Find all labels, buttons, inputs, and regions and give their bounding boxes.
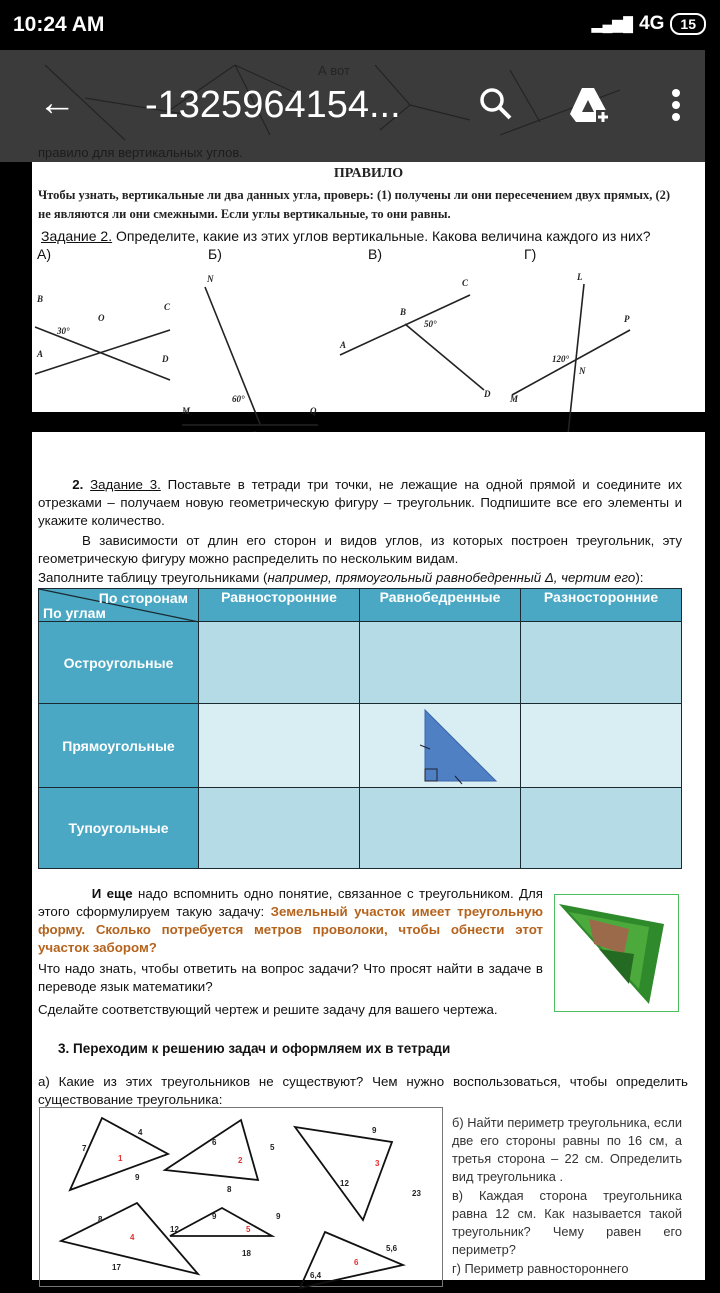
table-cell bbox=[360, 704, 521, 788]
triangle-number: 6 bbox=[354, 1258, 359, 1267]
app-toolbar bbox=[0, 50, 705, 162]
clock: 10:24 AM bbox=[13, 13, 105, 36]
task3-number: 2. bbox=[72, 477, 84, 492]
drive-add-icon[interactable] bbox=[568, 86, 612, 126]
column-header: Равносторонние bbox=[199, 589, 360, 622]
column-header: Равнобедренные bbox=[360, 589, 521, 622]
side-label: 9 bbox=[212, 1212, 217, 1221]
svg-text:N: N bbox=[207, 274, 214, 284]
option-a: А) bbox=[37, 246, 51, 262]
battery-level: 15 bbox=[680, 16, 696, 32]
triangle-classification-table bbox=[38, 588, 682, 869]
land-problem-paragraph bbox=[38, 885, 543, 957]
task-v: в) Каждая сторона треугольника равна 12 см. Как называется такой треугольник? Чему равен его периметр? bbox=[452, 1188, 682, 1257]
triangle-number: 3 bbox=[375, 1159, 380, 1168]
fill-example: например, прямоугольный равнобедренный Δ, чертим его bbox=[267, 570, 636, 585]
rule-text: Чтобы узнать, вертикальные ли два данных угла, проверь: (1) получены ли они пересечением двух прямых, (2) не являются ли они смежными. Если углы вертикальные, то они равны. bbox=[38, 188, 671, 221]
network-type: 4G bbox=[639, 13, 665, 34]
also-text: надо вспомнить одно понятие, связанное с треугольником. Для этого сформулируем такую задачу: bbox=[38, 886, 544, 919]
land-problem: Земельный участок имеет треугольную форму. Сколько потребуется метров проволоки, чтобы обнести этот участок забором? bbox=[38, 904, 543, 955]
option-b: Б) bbox=[208, 246, 222, 262]
also-bold: И еще bbox=[91, 886, 133, 901]
triangle-number: 4 bbox=[130, 1233, 135, 1242]
table-cell bbox=[360, 622, 521, 704]
svg-text:L: L bbox=[577, 272, 583, 282]
document-title: -1325964154... bbox=[145, 84, 401, 126]
classification-paragraph: В зависимости от длин его сторон и видов углов, из которых построен треугольник, эту геометрическую фигуру можно распределить по нескольким видам. bbox=[38, 533, 682, 566]
right-isosceles-triangle-example bbox=[390, 704, 490, 784]
svg-text:P: P bbox=[624, 314, 630, 324]
side-label: 23 bbox=[412, 1189, 421, 1198]
vertical-angles-figure bbox=[32, 262, 705, 416]
svg-text:B: B bbox=[37, 294, 44, 304]
row-header: Тупоугольные bbox=[39, 788, 199, 869]
task2-text bbox=[41, 228, 651, 244]
section-3-heading: 3. Переходим к решению задач и оформляем их в тетради bbox=[58, 1041, 451, 1056]
side-label: 12 bbox=[340, 1179, 349, 1188]
side-label: 18 bbox=[242, 1249, 251, 1258]
table-cell bbox=[521, 622, 682, 704]
table-cell bbox=[199, 622, 360, 704]
behind-text: А вот bbox=[318, 63, 350, 78]
svg-text:60°: 60° bbox=[232, 394, 245, 404]
task3-paragraph bbox=[38, 476, 682, 530]
side-label: 17 bbox=[112, 1263, 121, 1272]
rule-heading: ПРАВИЛО bbox=[333, 166, 404, 181]
fill-end: ): bbox=[635, 570, 644, 585]
side-label: 7 bbox=[82, 1144, 87, 1153]
svg-text:M: M bbox=[510, 394, 519, 404]
svg-text:A: A bbox=[340, 340, 347, 350]
back-button[interactable]: ← bbox=[38, 82, 76, 124]
task3-text: Поставьте в тетради три точки, не лежащие на одной прямой и соедините их отрезками – получаем новую геометрическую фигуру – треугольник. Подпишите все его элементы и укажите количество. bbox=[38, 477, 682, 528]
svg-text:A: A bbox=[37, 349, 44, 359]
option-v: В) bbox=[368, 246, 382, 262]
side-label: 4 bbox=[138, 1128, 143, 1137]
side-label: 8 bbox=[98, 1215, 103, 1224]
task3-label: Задание 3. bbox=[90, 477, 161, 492]
option-g: Г) bbox=[524, 246, 537, 262]
svg-text:C: C bbox=[164, 302, 171, 312]
signal-icon: ▂▄▆█ bbox=[591, 15, 634, 32]
column-header: Разносторонние bbox=[521, 589, 682, 622]
side-label: 12 bbox=[170, 1225, 179, 1234]
corner-by-sides: По сторонам bbox=[98, 590, 188, 606]
battery-icon bbox=[670, 13, 706, 35]
corner-header bbox=[39, 589, 199, 622]
svg-text:D: D bbox=[484, 389, 491, 399]
instruction-text: Сделайте соответствующий чертеж и решите задачу для вашего чертежа. bbox=[38, 1002, 498, 1017]
side-label: 5,6 bbox=[386, 1244, 398, 1253]
side-label: 6 bbox=[212, 1138, 217, 1147]
triangles-figure bbox=[39, 1107, 443, 1287]
svg-text:50°: 50° bbox=[424, 319, 437, 329]
document-page-1 bbox=[32, 162, 705, 416]
land-plot-image bbox=[554, 894, 679, 1012]
side-label: 9 bbox=[372, 1126, 377, 1135]
more-options-icon[interactable] bbox=[668, 88, 684, 124]
table-cell bbox=[360, 788, 521, 869]
table-cell bbox=[199, 704, 360, 788]
fill-table-instruction bbox=[38, 569, 688, 587]
svg-text:Q: Q bbox=[310, 406, 317, 416]
table-cell bbox=[521, 788, 682, 869]
task2-question: Определите, какие из этих углов вертикальные. Какова величина каждого из них? bbox=[112, 228, 651, 244]
svg-text:B: B bbox=[400, 307, 407, 317]
side-label: 9 bbox=[135, 1173, 140, 1182]
task-a: а) Какие из этих треугольников не существуют? Чем нужно воспользоваться, чтобы определить существование треугольника: bbox=[38, 1074, 688, 1107]
status-bar bbox=[0, 0, 720, 50]
svg-text:30°: 30° bbox=[57, 326, 70, 336]
row-header: Остроугольные bbox=[39, 622, 199, 704]
corner-by-angles: По углам bbox=[43, 605, 106, 621]
page-caption: правило для вертикальных углов. bbox=[38, 145, 243, 160]
svg-text:M: M bbox=[182, 406, 191, 416]
svg-text:120°: 120° bbox=[552, 354, 570, 364]
document-page-2 bbox=[32, 432, 705, 1280]
triangle-number: 2 bbox=[238, 1156, 243, 1165]
task-g: г) Периметр равностороннего bbox=[452, 1261, 629, 1276]
side-label: 6,4 bbox=[310, 1271, 322, 1280]
side-label: 9 bbox=[276, 1212, 281, 1221]
svg-text:N: N bbox=[579, 366, 586, 376]
question-text: Что надо знать, чтобы ответить на вопрос задачи? Что просят найти в задаче в переводе язык математики? bbox=[38, 961, 543, 994]
side-label: 5 bbox=[270, 1143, 275, 1152]
svg-text:C: C bbox=[462, 278, 469, 288]
row-header: Прямоугольные bbox=[39, 704, 199, 788]
svg-text:D: D bbox=[162, 354, 169, 364]
svg-text:O: O bbox=[98, 313, 105, 323]
task2-label: Задание 2. bbox=[41, 228, 113, 244]
table-cell bbox=[199, 788, 360, 869]
table-cell bbox=[521, 704, 682, 788]
task-b: б) Найти периметр треугольника, если две его стороны равны по 16 см, а третья сторона – 22 см. Определить вид треугольника . bbox=[452, 1115, 682, 1184]
search-icon[interactable] bbox=[478, 86, 514, 122]
side-label: 8 bbox=[227, 1185, 232, 1194]
triangle-number: 5 bbox=[246, 1225, 251, 1234]
triangle-number: 1 bbox=[118, 1154, 123, 1163]
fill-text: Заполните таблицу треугольниками ( bbox=[38, 570, 268, 585]
